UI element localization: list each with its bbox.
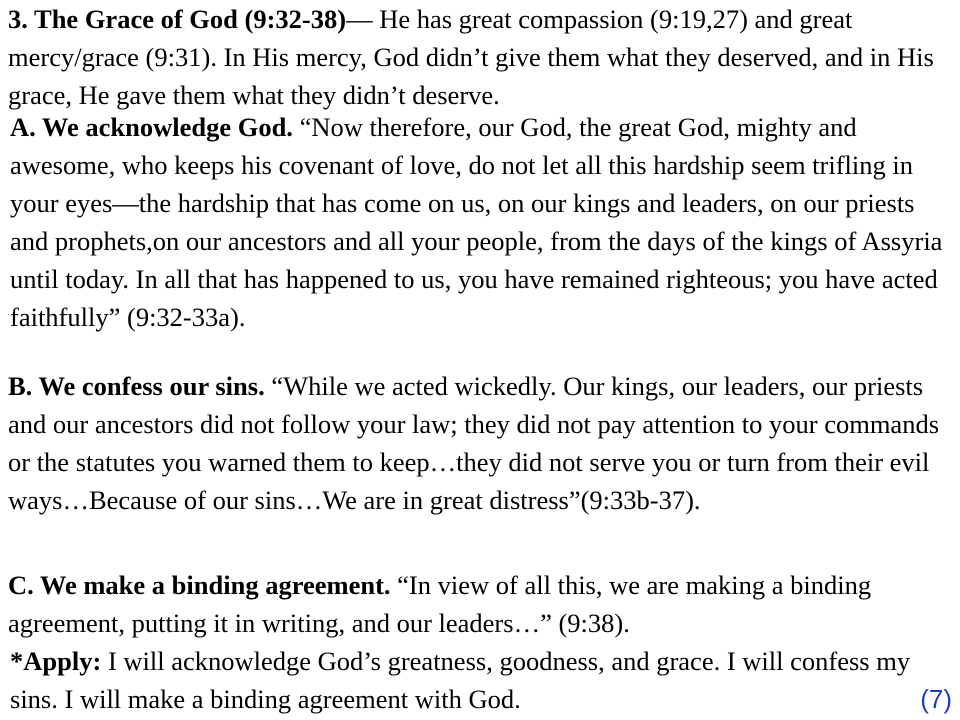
apply-paragraph [10, 642, 955, 718]
point-label: A. We acknowledge God. [10, 112, 293, 142]
apply-label: *Apply: [10, 646, 102, 676]
point-text: “In view of all this, we are making a binding agreement, putting it in writing, and our leaders…” (9:38). [8, 570, 872, 638]
section-heading-label: 3. The Grace of God (9:32-38) [8, 4, 347, 34]
point-acknowledge-god [10, 108, 958, 336]
section-heading-text: — He has great compassion (9:19,27) and great mercy/grace (9:31). In His mercy, God didn’t give them what they deserved, and in His grace, He gave them what they didn’t deserve. [8, 4, 934, 110]
apply-text: I will acknowledge God’s greatness, goodness, and grace. I will confess my sins. I will make a binding agreement with God. [10, 646, 911, 714]
section-heading [8, 0, 958, 114]
point-text: “While we acted wickedly. Our kings, our leaders, our priests and our ancestors did not follow your law; they did not pay attention to your commands or the statutes you warned them to keep…they did not serve you or turn from their evil ways…Because of our sins…We are in great distress”(9:33b-37). [8, 371, 940, 515]
page-number: (7) [920, 684, 952, 714]
point-label: B. We confess our sins. [8, 371, 265, 401]
point-text: “Now therefore, our God, the great God, mighty and awesome, who keeps his covenant of love, do not let all this hardship seem trifling in your eyes—the hardship that has come on us, on our kings and leaders, on our priests and prophets,on our ancestors and all your people, from the days of the kings of Assyria until today. In all that has happened to us, you have remained righteous; you have acted faithfully” (9:32-33a). [10, 112, 943, 332]
point-label: C. We make a binding agreement. [8, 570, 391, 600]
point-confess-sins [8, 367, 958, 519]
point-binding-agreement [8, 566, 958, 642]
